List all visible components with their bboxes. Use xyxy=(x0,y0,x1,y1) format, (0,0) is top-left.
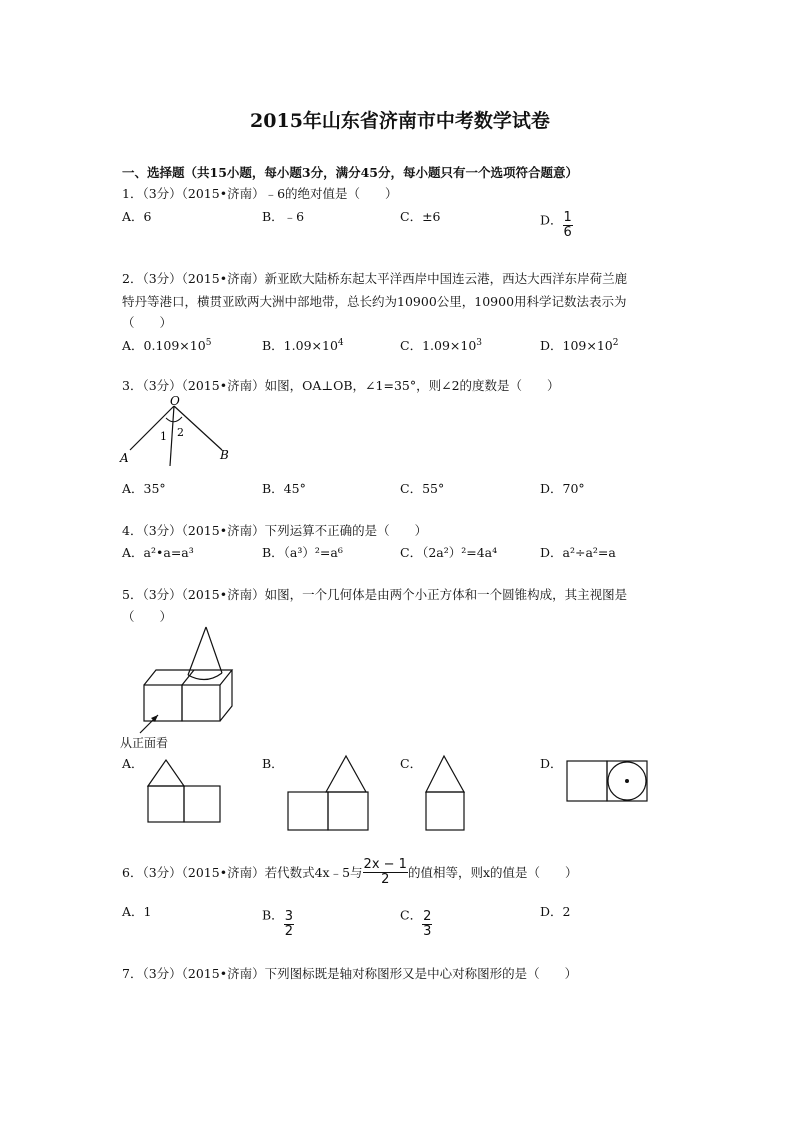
question-6-stem xyxy=(122,858,578,886)
fraction-numerator: 2x − 1 xyxy=(363,857,407,872)
q5-option-d-label: D． xyxy=(540,756,563,771)
label-O: O xyxy=(170,394,180,408)
question-2-line3: （ ） xyxy=(122,315,173,330)
section-heading: 一、选择题（共15小题，每小题3分，满分45分，每小题只有一个选项符合题意） xyxy=(122,165,578,180)
label-angle-2: 2 xyxy=(177,426,184,439)
exponent: 4 xyxy=(337,337,344,348)
question-2-line2: 特丹等港口，横贯亚欧两大洲中部地带，总长约为10900公里，10900用科学记数法表示为 xyxy=(122,294,627,309)
q5-option-a-figure xyxy=(146,756,226,826)
q3-option-b: B．45° xyxy=(262,481,306,496)
q5-option-b-figure xyxy=(286,752,376,832)
q5-view-label: 从正面看 xyxy=(120,736,169,750)
q1-option-c: C．±6 xyxy=(400,209,441,224)
q1-option-d xyxy=(540,207,573,240)
q5-option-a-label: A． xyxy=(122,756,144,771)
fraction-denominator: 6 xyxy=(563,224,572,240)
exponent: 3 xyxy=(476,337,483,348)
q6-option-a: A．1 xyxy=(122,904,152,919)
fraction-denominator: 2 xyxy=(381,871,390,887)
q4-option-d: D．a²÷a²=a xyxy=(540,545,616,560)
q6-option-b-fraction xyxy=(284,910,294,938)
q4-option-c: C．（2a²）²=4a⁴ xyxy=(400,545,498,560)
q3-angle-figure xyxy=(118,396,238,468)
q1-option-a: A．6 xyxy=(122,209,152,224)
q6-option-c-fraction xyxy=(422,910,432,938)
option-label: C． xyxy=(400,907,423,923)
fraction-numerator: 1 xyxy=(563,210,572,225)
q4-option-b: B．（a³）²=a⁶ xyxy=(262,545,343,560)
option-text: C．1.09×10 xyxy=(400,338,477,353)
page-title: 2015年山东省济南市中考数学试卷 xyxy=(250,110,550,132)
exponent: 2 xyxy=(612,337,619,348)
q2-option-b xyxy=(262,336,344,354)
question-7-stem: 7．（3分）（2015•济南）下列图标既是轴对称图形又是中心对称图形的是（ ） xyxy=(122,966,578,981)
q5-option-b-label: B． xyxy=(262,756,284,771)
q6-stem-post: 的值相等，则x的值是（ ） xyxy=(407,865,578,881)
q5-option-d-figure xyxy=(566,760,650,804)
q3-option-d: D．70° xyxy=(540,481,585,496)
exponent: 5 xyxy=(205,337,212,348)
fraction-denominator: 2 xyxy=(284,923,293,939)
fraction-numerator: 2 xyxy=(423,909,432,924)
q2-option-a xyxy=(122,336,211,354)
q5-solid-figure xyxy=(118,625,258,745)
option-text: D．109×10 xyxy=(540,338,613,353)
question-3-stem: 3．（3分）（2015•济南）如图，OA⊥OB，∠1=35°，则∠2的度数是（ ） xyxy=(122,378,560,393)
q6-option-d: D．2 xyxy=(540,904,571,919)
q1-option-d-fraction xyxy=(563,211,573,239)
question-4-stem: 4．（3分）（2015•济南）下列运算不正确的是（ ） xyxy=(122,523,428,538)
q6-stem-pre: 6．（3分）（2015•济南）若代数式4x﹣5与 xyxy=(122,865,363,881)
question-5-line2: （ ） xyxy=(122,609,173,624)
q2-option-c xyxy=(400,336,482,354)
label-A: A xyxy=(120,451,129,465)
option-label: B． xyxy=(262,907,284,923)
q1-option-d-label: D． xyxy=(540,212,563,228)
q6-option-c xyxy=(400,902,432,939)
label-B: B xyxy=(220,448,229,462)
q2-option-d xyxy=(540,336,619,354)
q6-stem-fraction xyxy=(363,858,408,886)
q3-option-c: C．55° xyxy=(400,481,445,496)
q5-option-c-figure xyxy=(424,752,474,832)
angle-arc xyxy=(166,417,182,422)
q3-option-a: A．35° xyxy=(122,481,166,496)
q6-option-b xyxy=(262,902,294,939)
q1-option-b: B．﹣6 xyxy=(262,209,305,224)
fraction-denominator: 3 xyxy=(423,923,432,939)
question-1-stem: 1．（3分）（2015•济南）﹣6的绝对值是（ ） xyxy=(122,186,398,201)
label-angle-1: 1 xyxy=(160,430,167,443)
question-2-line1: 2．（3分）（2015•济南）新亚欧大陆桥东起太平洋西岸中国连云港，西达大西洋东岸荷兰鹿 xyxy=(122,271,628,286)
ray-OC xyxy=(170,406,174,466)
ray-OA xyxy=(130,406,174,450)
question-5-line1: 5．（3分）（2015•济南）如图，一个几何体是由两个小正方体和一个圆锥构成，其主视图是 xyxy=(122,587,628,602)
q5-option-c-label: C． xyxy=(400,756,423,771)
fraction-numerator: 3 xyxy=(284,909,293,924)
q4-option-a: A．a²•a=a³ xyxy=(122,545,194,560)
option-text: B．1.09×10 xyxy=(262,338,338,353)
option-text: A．0.109×10 xyxy=(122,338,206,353)
